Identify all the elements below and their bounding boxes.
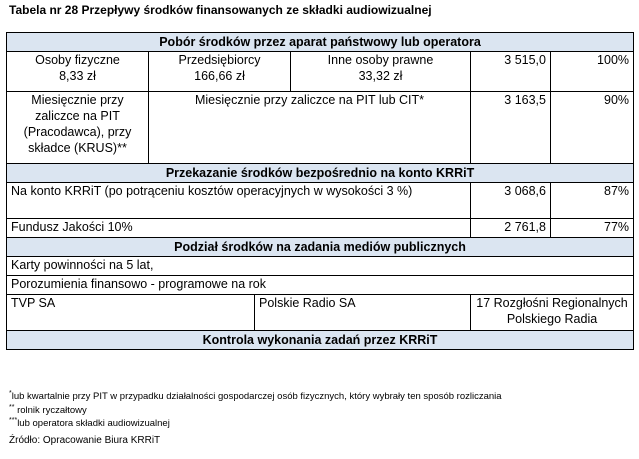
inne-osoby-value: 33,32 zł xyxy=(358,69,403,83)
section-header-transfer xyxy=(7,164,634,183)
table-row xyxy=(7,52,634,92)
osoby-fizyczne-value: 8,33 zł xyxy=(59,69,96,83)
monthly-pit-line: składce (KRUS)** xyxy=(28,141,127,155)
krrit-account-cell: Na konto KRRiT (po potrąceniu kosztów operacyjnych w wysokości 3 %) xyxy=(7,183,471,219)
footnotes xyxy=(9,390,502,447)
footnote-text: lub kwartalnie przy PIT w przypadku działalności gospodarczej osób fizycznych, który wybrały ten sposób rozliczania xyxy=(11,391,502,402)
monthly-pit-cit-cell: Miesięcznie przy zaliczce na PIT lub CIT* xyxy=(149,92,471,164)
inne-osoby-cell xyxy=(291,52,471,92)
table-row xyxy=(7,183,634,219)
polish-radio-cell: Polskie Radio SA xyxy=(255,295,471,331)
percent-cell: 77% xyxy=(551,219,634,238)
percent-cell: 87% xyxy=(551,183,634,219)
table-row xyxy=(7,276,634,295)
przedsiebiorcy-value: 166,66 zł xyxy=(194,69,245,83)
osoby-fizyczne-cell xyxy=(7,52,149,92)
percent-cell: 90% xyxy=(551,92,634,164)
footnote-mark: ** xyxy=(9,403,15,411)
section-header-distribution-cell: Podział środków na zadania mediów publicznych xyxy=(7,238,634,257)
agreements-cell: Porozumienia finansowo - programowe na rok xyxy=(7,276,634,295)
osoby-fizyczne-label: Osoby fizyczne xyxy=(35,53,120,67)
source-note: Źródło: Opracowanie Biura KRRiT xyxy=(9,434,161,446)
footnote-3 xyxy=(9,417,502,431)
inne-osoby-label: Inne osoby prawne xyxy=(327,53,434,67)
table-row xyxy=(7,257,634,276)
section-header-collection xyxy=(7,33,634,52)
footnote-2 xyxy=(9,404,502,418)
monthly-pit-cell xyxy=(7,92,149,164)
footnote-1 xyxy=(9,390,502,404)
footnote-text: lub operatora składki audiowizualnej xyxy=(17,418,170,429)
section-header-control xyxy=(7,331,634,350)
przedsiebiorcy-label: Przedsiębiorcy xyxy=(178,53,261,67)
charters-cell: Karty powinności na 5 lat, xyxy=(7,257,634,276)
table-row xyxy=(7,92,634,164)
footnote-text: rolnik ryczałtowy xyxy=(14,404,87,416)
section-header-control-cell: Kontrola wykonania zadań przez KRRiT xyxy=(7,331,634,350)
amount-cell: 3 163,5 xyxy=(471,92,551,164)
section-header-transfer-cell: Przekazanie środków bezpośrednio na konto KRRiT xyxy=(7,164,634,183)
monthly-pit-line: Miesięcznie przy xyxy=(31,93,124,107)
footnote-mark: * xyxy=(9,390,12,397)
footnote-mark: *** xyxy=(9,417,18,424)
monthly-pit-line: (Pracodawca), przy xyxy=(23,125,132,139)
table-row xyxy=(7,295,634,331)
amount-cell: 3 515,0 xyxy=(471,52,551,92)
percent-cell: 100% xyxy=(551,52,634,92)
regional-radio-cell: 17 Rozgłośni Regionalnych Polskiego Radia xyxy=(471,295,634,331)
amount-cell: 2 761,8 xyxy=(471,219,551,238)
section-header-collection-cell: Pobór środków przez aparat państwowy lub operatora xyxy=(7,33,634,52)
amount-cell: 3 068,6 xyxy=(471,183,551,219)
table-title: Tabela nr 28 Przepływy środków finansowanych ze składki audiowizualnej xyxy=(9,3,432,17)
quality-fund-cell: Fundusz Jakości 10% xyxy=(7,219,471,238)
table-row xyxy=(7,219,634,238)
przedsiebiorcy-cell xyxy=(149,52,291,92)
section-header-distribution xyxy=(7,238,634,257)
monthly-pit-line: zaliczce na PIT xyxy=(35,109,120,123)
flows-table xyxy=(6,32,634,350)
tvp-cell: TVP SA xyxy=(7,295,255,331)
